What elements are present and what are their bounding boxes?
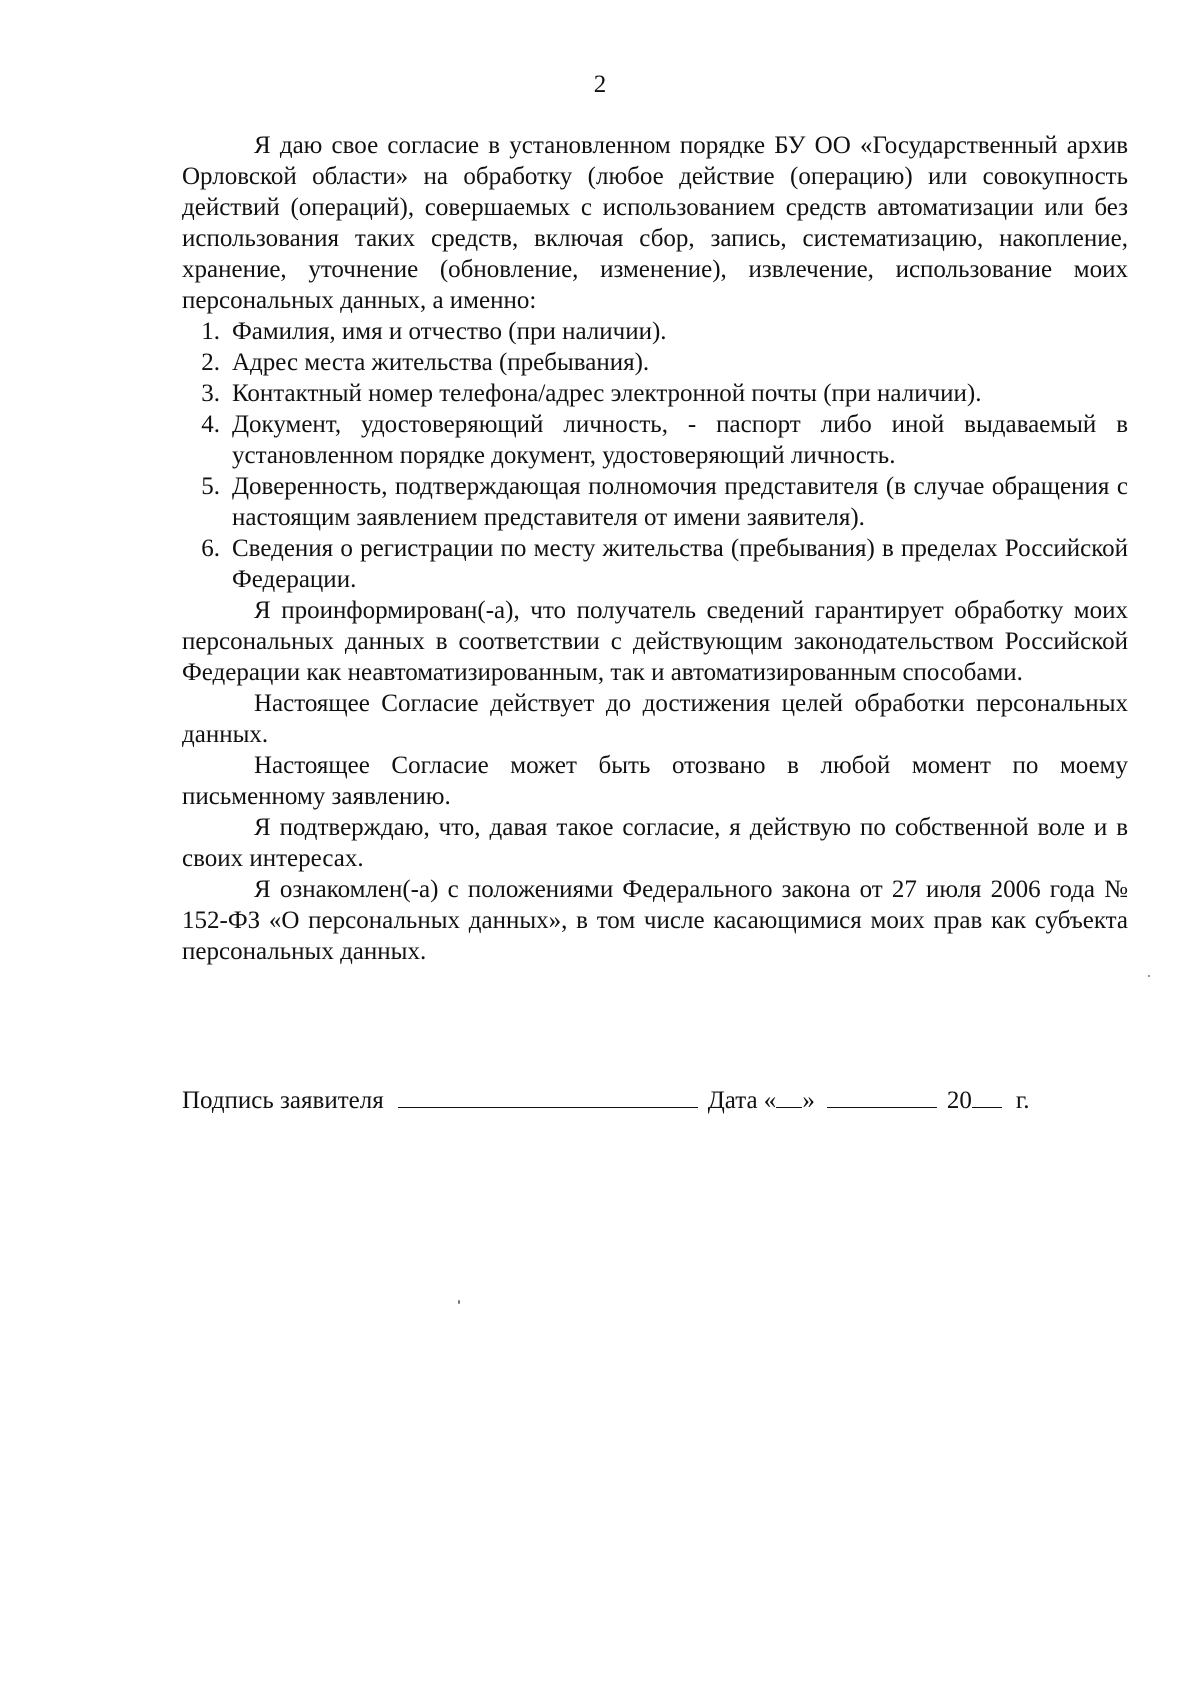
page-number: 2 xyxy=(593,71,607,98)
paragraph-validity: Настоящее Согласие действует до достижения целей обработки персональных данных. xyxy=(182,690,1128,748)
paragraph-informed: Я проинформирован(-а), что получатель сведений гарантирует обработку моих персональных данных в соответствии с действующим законодательством Российской Федерации как неавтоматизированным, так и автоматизированным способами. xyxy=(182,597,1128,686)
document-body xyxy=(182,130,1128,967)
scan-speck xyxy=(1148,975,1150,977)
year-prefix: 20 xyxy=(946,1087,972,1114)
list-item-number: 5. xyxy=(201,473,220,500)
list-item-number: 6. xyxy=(201,535,220,562)
list-item-number: 2. xyxy=(201,349,220,376)
paragraph-revocation: Настоящее Согласие может быть отозвано в любой момент по моему письменному заявлению. xyxy=(182,752,1128,810)
scan-speck xyxy=(458,1300,460,1304)
list-item-text: Доверенность, подтверждающая полномочия представителя (в случае обращения с настоящим заявлением представителя от имени заявителя). xyxy=(232,473,1128,531)
signature-field[interactable] xyxy=(398,1085,698,1108)
list-item-text: Сведения о регистрации по месту жительства (пребывания) в пределах Российской Федерации. xyxy=(232,535,1128,593)
list-item-text: Документ, удостоверяющий личность, - паспорт либо иной выдаваемый в установленном порядке документ, удостоверяющий личность. xyxy=(232,411,1128,469)
paragraph-law-acknowledgement: Я ознакомлен(-а) с положениями Федерального закона от 27 июля 2006 года № 152-ФЗ «О персональных данных», в том числе касающимися моих прав как субъекта персональных данных. xyxy=(182,876,1128,965)
year-field[interactable] xyxy=(972,1085,1002,1108)
signature-line xyxy=(182,1085,1030,1116)
date-label: Дата « xyxy=(707,1087,777,1114)
date-close-quote: » xyxy=(802,1087,815,1114)
list-item-number: 1. xyxy=(201,318,220,345)
list-item-number: 3. xyxy=(201,380,220,407)
list-item xyxy=(182,378,1128,409)
list-item-text: Фамилия, имя и отчество (при наличии). xyxy=(232,318,667,345)
list-item xyxy=(182,533,1128,595)
signature-label: Подпись заявителя xyxy=(182,1087,384,1114)
list-item-text: Адрес места жительства (пребывания). xyxy=(232,349,650,376)
paragraph-confirmation: Я подтверждаю, что, давая такое согласие, я действую по собственной воле и в своих интересах. xyxy=(182,814,1128,872)
list-item xyxy=(182,316,1128,347)
list-item xyxy=(182,347,1128,378)
date-day-field[interactable] xyxy=(776,1085,802,1108)
consent-intro: Я даю свое согласие в установленном порядке БУ ОО «Государственный архив Орловской области» на обработку (любое действие (операцию) или совокупность действий (операций), совершаемых с использованием средств автоматизации или без использования таких средств, включая сбор, запись, систематизацию, накопление, хранение, уточнение (обновление, изменение), извлечение, использование моих персональных данных, а именно: xyxy=(182,132,1128,314)
list-item-text: Контактный номер телефона/адрес электронной почты (при наличии). xyxy=(232,380,982,407)
year-suffix: г. xyxy=(1015,1087,1030,1114)
date-month-field[interactable] xyxy=(827,1085,937,1108)
list-item-number: 4. xyxy=(201,411,220,438)
data-list xyxy=(182,316,1128,595)
list-item xyxy=(182,409,1128,471)
list-item xyxy=(182,471,1128,533)
